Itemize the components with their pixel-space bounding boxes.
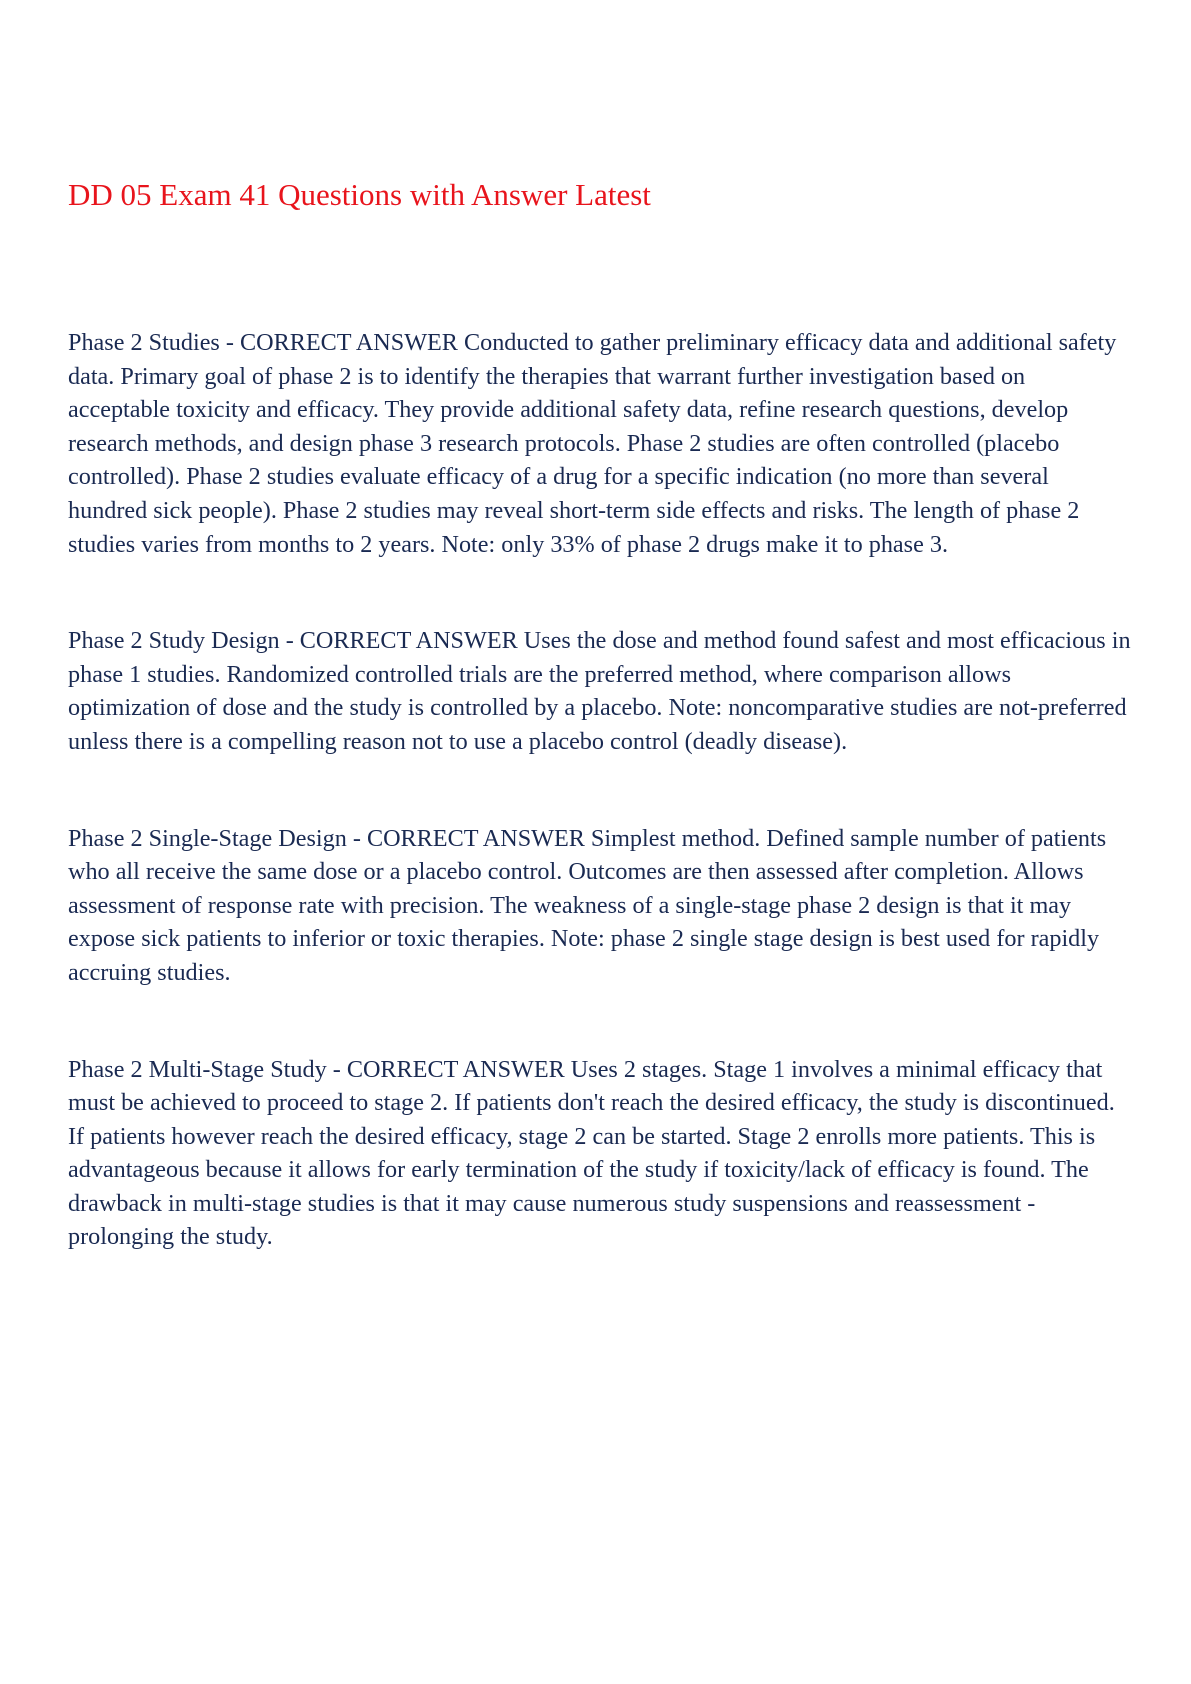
qa-item-phase-2-study-design: Phase 2 Study Design - CORRECT ANSWER Uses the dose and method found safest and most efficacious in phase 1 studies. Randomized controlled trials are the preferred method, where comparison allows optimization of dose and the study is controlled by a placebo. Note: noncomparative studies are not-preferred unless there is a compelling reason not to use a placebo control (deadly disease). — [68, 627, 1131, 755]
qa-item-phase-2-multi-stage-study: Phase 2 Multi-Stage Study - CORRECT ANSWER Uses 2 stages. Stage 1 involves a minimal efficacy that must be achieved to proceed to stage 2. If patients don't reach the desired efficacy, the study is discontinued. If patients however reach the desired efficacy, stage 2 can be started. Stage 2 enrolls more patients. This is advantageous because it allows for early termination of the study if toxicity/lack of efficacy is found. The drawback in multi-stage studies is that it may cause numerous study suspensions and reassessment - prolonging the study. — [68, 1055, 1115, 1251]
qa-list — [68, 326, 1132, 1317]
qa-item-phase-2-studies: Phase 2 Studies - CORRECT ANSWER Conducted to gather preliminary efficacy data and additional safety data. Primary goal of phase 2 is to identify the therapies that warrant further investigation based on acceptable toxicity and efficacy. They provide additional safety data, refine research questions, develop research methods, and design phase 3 research protocols. Phase 2 studies are often controlled (placebo controlled). Phase 2 studies evaluate efficacy of a drug for a specific indication (no more than several hundred sick people). Phase 2 studies may reveal short-term side effects and risks. The length of phase 2 studies varies from months to 2 years. Note: only 33% of phase 2 drugs make it to phase 3. — [68, 329, 1117, 558]
qa-item-phase-2-single-stage-design: Phase 2 Single-Stage Design - CORRECT ANSWER Simplest method. Defined sample number of patients who all receive the same dose or a placebo control. Outcomes are then assessed after completion. Allows assessment of response rate with precision. The weakness of a single-stage phase 2 design is that it may expose sick patients to inferior or toxic therapies. Note: phase 2 single stage design is best used for rapidly accruing studies. — [68, 824, 1107, 986]
document-title: DD 05 Exam 41 Questions with Answer Latest — [68, 177, 651, 212]
